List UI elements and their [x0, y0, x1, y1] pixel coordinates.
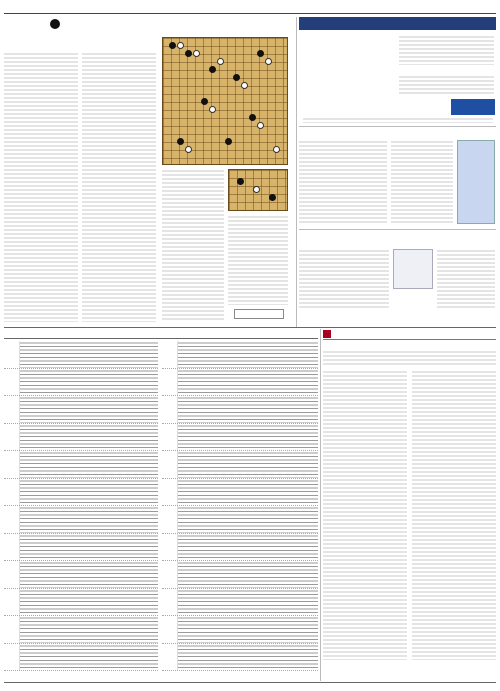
english-footer	[303, 117, 493, 123]
japanese-illustration	[457, 140, 495, 224]
go-board-small	[228, 169, 288, 211]
chinese-body-2	[437, 249, 495, 309]
hanja-body-2	[412, 370, 496, 660]
hanja-body-1	[323, 370, 407, 660]
list-item	[4, 561, 158, 589]
black-stone	[185, 50, 192, 57]
baduk-commentary-3	[162, 169, 224, 322]
black-stone	[233, 74, 240, 81]
column-divider	[320, 329, 321, 681]
list-item	[162, 479, 318, 507]
list-item	[162, 644, 318, 672]
list-item	[4, 424, 158, 452]
divider	[299, 229, 496, 230]
list-item	[162, 561, 318, 589]
divider	[4, 682, 496, 683]
english-ad-badge	[451, 99, 495, 115]
baduk-players	[4, 33, 164, 41]
english-dialogue	[303, 53, 393, 57]
baduk-commentary-2	[82, 52, 156, 322]
white-stone	[177, 42, 184, 49]
black-stone	[237, 178, 244, 185]
horoscope-header	[4, 329, 318, 339]
section-divider	[4, 327, 496, 328]
black-stone	[169, 42, 176, 49]
baduk-section	[4, 17, 294, 325]
list-item	[4, 644, 158, 672]
japanese-section	[299, 128, 496, 228]
list-item	[4, 369, 158, 397]
list-item	[4, 341, 158, 369]
divider	[299, 126, 496, 127]
column-divider	[296, 17, 297, 327]
list-item	[4, 506, 158, 534]
list-item	[4, 451, 158, 479]
white-stone	[185, 146, 192, 153]
list-item	[162, 396, 318, 424]
list-item	[162, 369, 318, 397]
english-title	[299, 17, 496, 30]
black-stone	[249, 114, 256, 121]
realestate-ad	[4, 0, 5, 1]
white-stone	[217, 58, 224, 65]
list-item	[162, 424, 318, 452]
list-item	[4, 396, 158, 424]
white-stone	[209, 106, 216, 113]
baduk-diagram-note	[228, 215, 288, 305]
chinese-illustration	[393, 249, 433, 289]
go-board	[162, 37, 288, 165]
black-stone	[177, 138, 184, 145]
english-review	[299, 17, 496, 125]
baduk-subtitle	[4, 43, 164, 49]
go-stone-icon	[50, 19, 60, 29]
list-item	[162, 341, 318, 369]
list-item	[162, 534, 318, 562]
sponsor-logo	[234, 309, 284, 319]
star-horoscope-list	[162, 341, 318, 671]
black-stone	[269, 194, 276, 201]
english-explanation	[399, 35, 494, 65]
chinese-body-1	[299, 249, 389, 309]
black-stone	[201, 98, 208, 105]
white-stone	[257, 122, 264, 129]
hanja-icon	[323, 330, 331, 338]
baduk-commentary-1	[4, 52, 78, 322]
chinese-title	[299, 231, 496, 240]
list-item	[4, 616, 158, 644]
animal-horoscope-list	[4, 341, 158, 671]
white-stone	[253, 186, 260, 193]
chinese-section	[299, 231, 496, 319]
white-stone	[193, 50, 200, 57]
list-item	[4, 479, 158, 507]
page-header	[4, 3, 496, 14]
list-item	[162, 506, 318, 534]
horoscope-section	[4, 329, 318, 679]
black-stone	[257, 50, 264, 57]
list-item	[162, 616, 318, 644]
list-item	[162, 451, 318, 479]
japanese-body-1	[299, 140, 387, 224]
english-related-lines	[399, 75, 494, 95]
white-stone	[265, 58, 272, 65]
black-stone	[209, 66, 216, 73]
list-item	[4, 589, 158, 617]
list-item	[4, 534, 158, 562]
black-stone	[225, 138, 232, 145]
list-item	[162, 589, 318, 617]
hanja-lead	[323, 350, 496, 366]
hanja-section	[323, 329, 496, 665]
baduk-title	[50, 17, 125, 31]
japanese-body-2	[391, 140, 453, 224]
white-stone	[241, 82, 248, 89]
japanese-title	[299, 128, 496, 137]
white-stone	[273, 146, 280, 153]
